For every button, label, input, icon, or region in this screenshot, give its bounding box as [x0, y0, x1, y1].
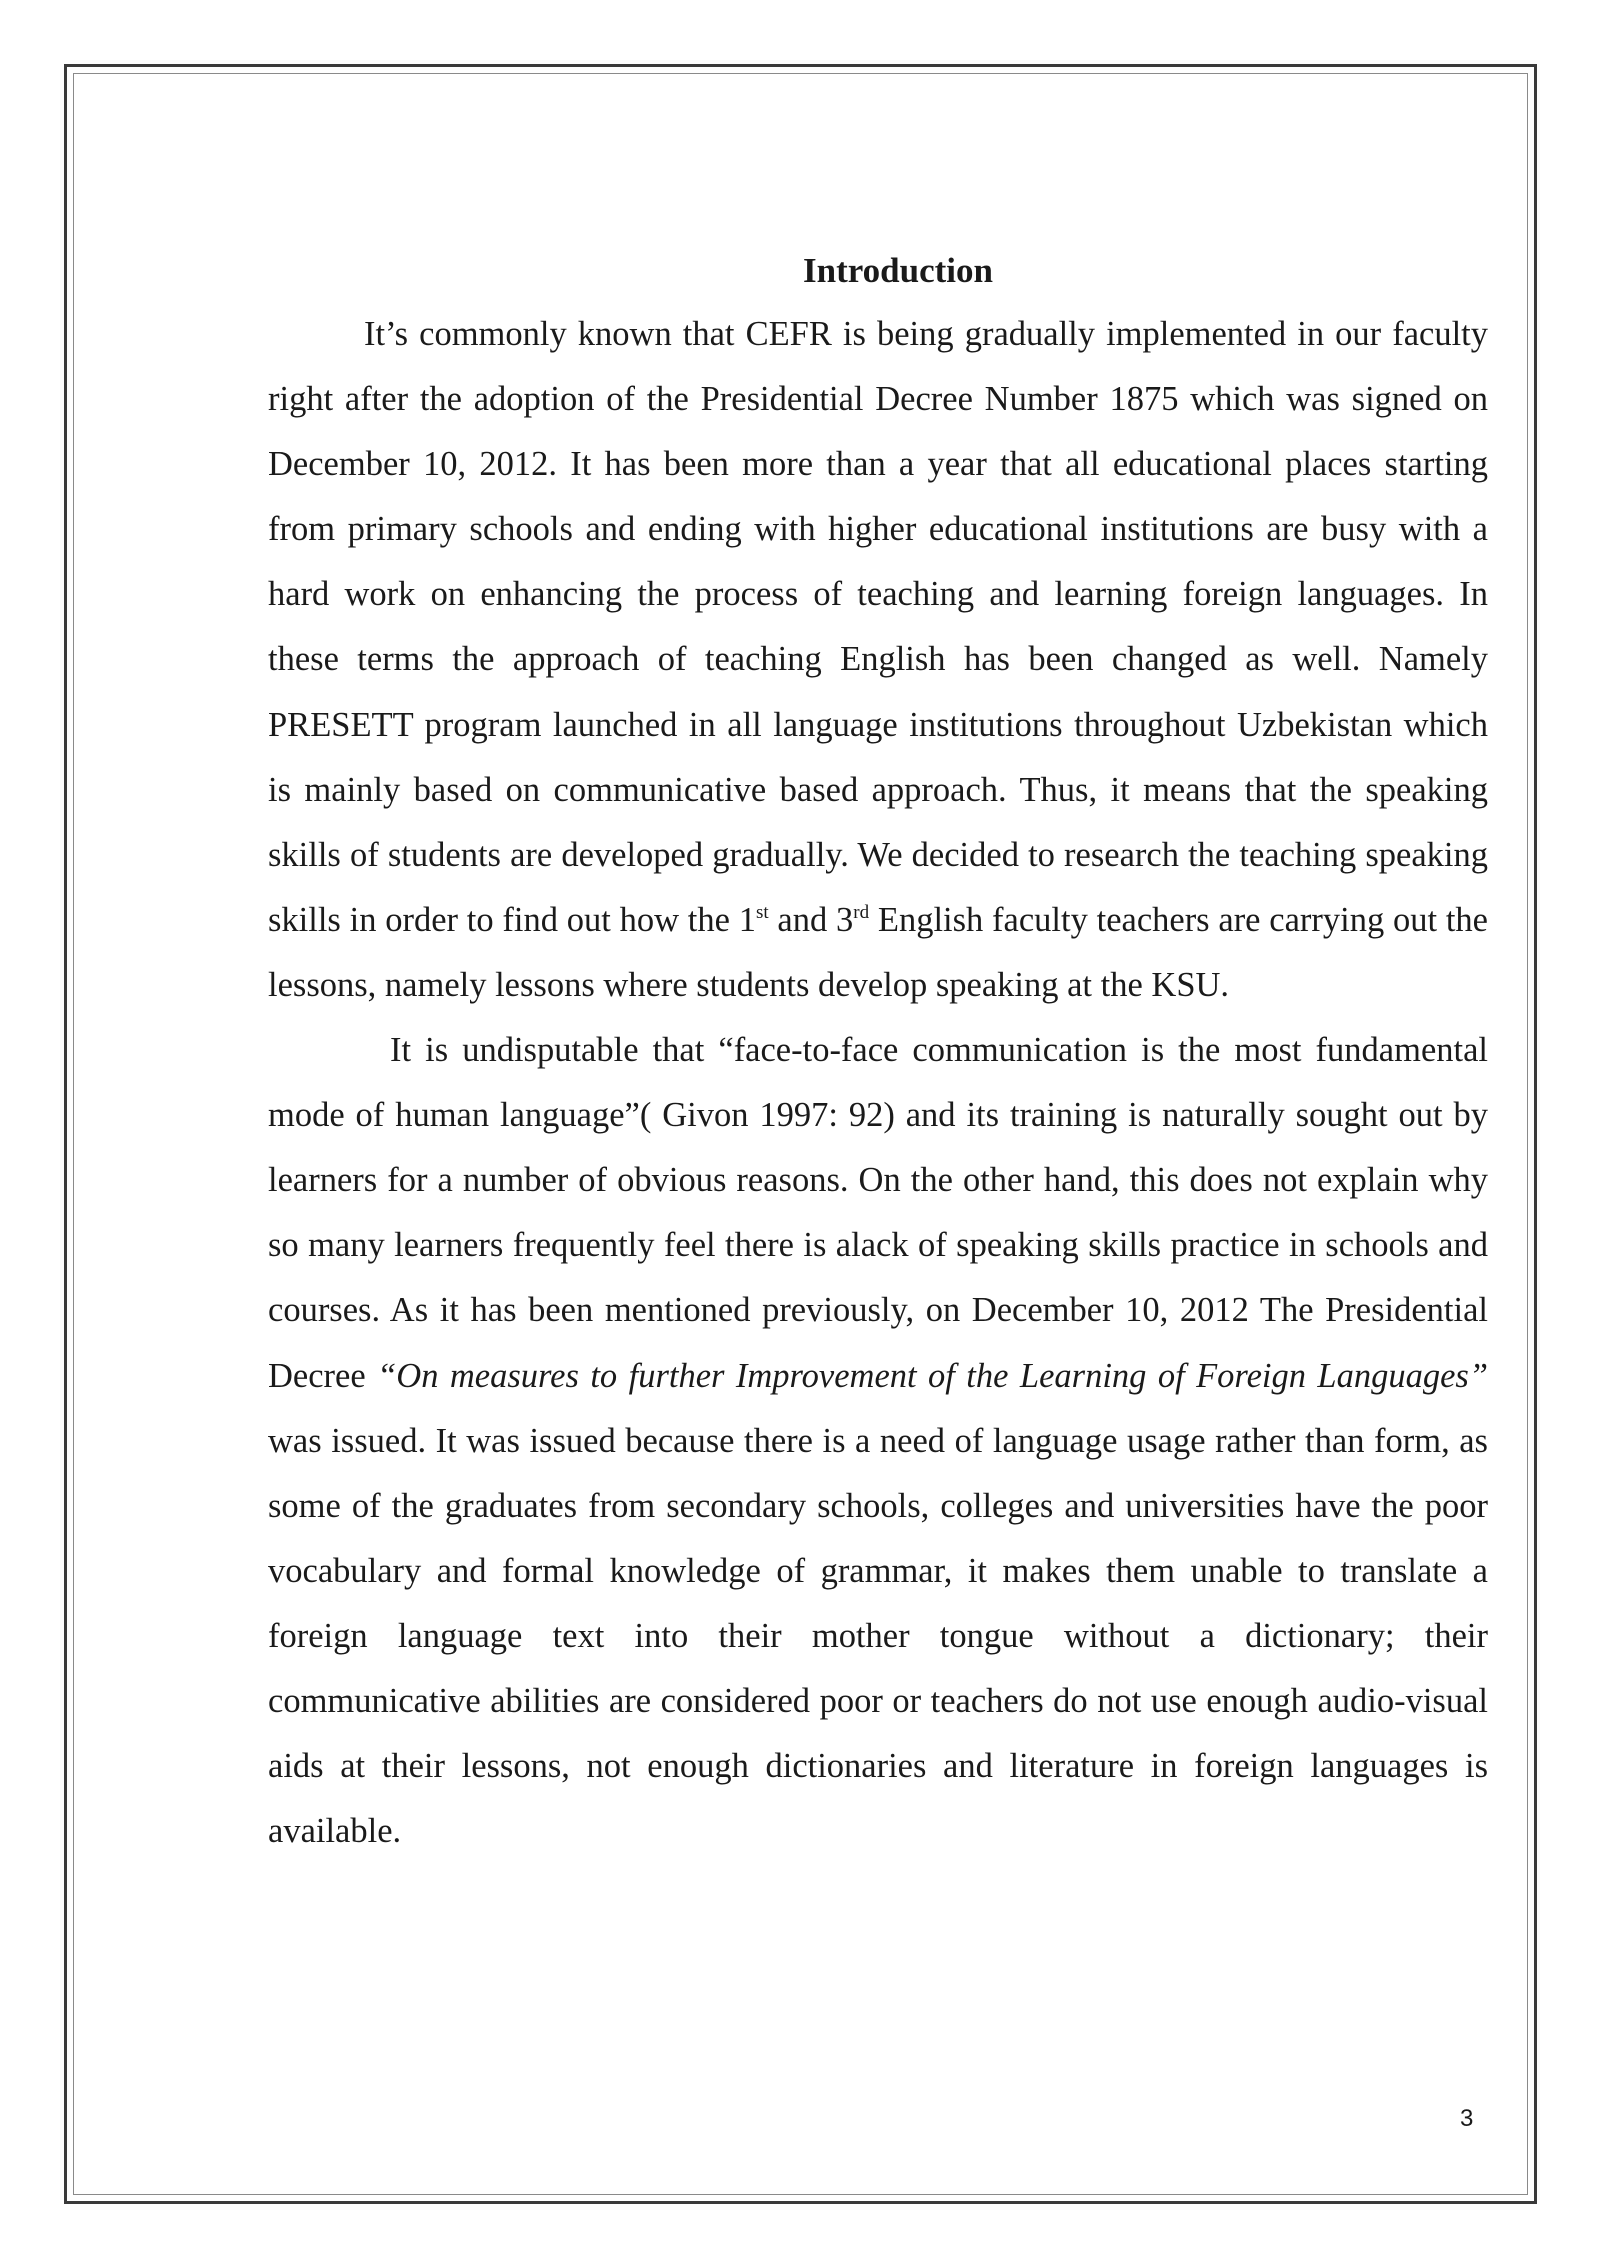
decree-title-italic: “On measures to further Improvement of the Learning of Foreign Languages” [377, 1356, 1489, 1395]
paragraph-2 [268, 1018, 1488, 1864]
superscript-st: st [755, 901, 769, 923]
paragraph-1-text-c: English faculty teachers are carrying out the lessons, namely lessons where students develop speaking at the KSU. [268, 900, 1488, 1004]
section-title: Introduction [803, 251, 993, 290]
paragraph-1-text-a: It’s commonly known that CEFR is being gradually implemented in our faculty right after the adoption of the Presidential Decree Number 1875 which was signed on December 10, 2012. It has been more than a year that all educational places starting from primary schools and ending with higher educational institutions are busy with a hard work on enhancing the process of teaching and learning foreign languages. In these terms the approach of teaching English has been changed as well. Namely PRESETT program launched in all language institutions throughout Uzbekistan which is mainly based on communicative based approach. Thus, it means that the speaking skills of students are developed gradually. We decided to research the teaching speaking skills in order to find out how the 1 [268, 315, 1488, 939]
paragraph-2-text-b: was issued. It was issued because there is a need of language usage rather than form, as some of the graduates from secondary schools, colleges and universities have the poor vocabulary and formal knowledge of grammar, it makes them unable to translate a foreign language text into their mother tongue without a dictionary; their communicative abilities are considered poor or teachers do not use enough audio-visual aids at their lessons, not enough dictionaries and literature in foreign languages is available. [268, 1421, 1488, 1851]
page-number: 3 [1460, 2105, 1474, 2132]
paragraph-1-text-b: and 3 [768, 900, 854, 939]
superscript-rd: rd [853, 901, 870, 923]
page-content [268, 240, 1488, 1864]
paragraph-1 [268, 302, 1488, 1018]
paragraph-2-text-a: It is undisputable that “face-to-face communication is the most fundamental mode of human language”( Givon 1997: 92) and its training is naturally sought out by learners for a number of obvious reasons. On the other hand, this does not explain why so many learners frequently feel there is alack of speaking skills practice in schools and courses. As it has been mentioned previously, on December 10, 2012 The Presidential Decree [268, 1031, 1488, 1395]
